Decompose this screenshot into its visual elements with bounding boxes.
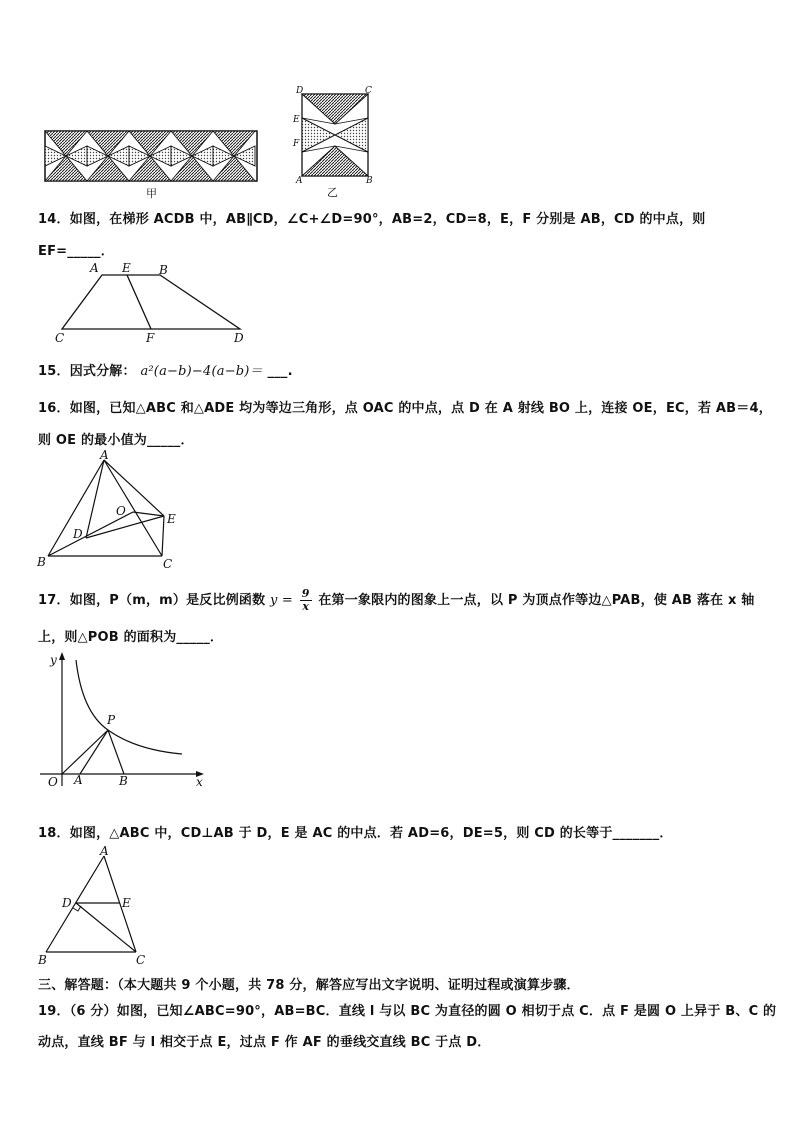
point-label: B	[38, 953, 47, 967]
question-16-answer-line: 则 OE 的最小值为_____．	[38, 433, 194, 448]
point-label: A	[100, 448, 109, 462]
trapezoid-figure-q14	[48, 258, 252, 348]
point-label: x	[196, 775, 203, 789]
point-label: B	[366, 176, 373, 184]
point-label: B	[119, 774, 128, 788]
figure-label-yi: 乙	[327, 186, 338, 199]
point-label: D	[296, 86, 304, 96]
point-label: E	[167, 512, 176, 526]
point-label: C	[136, 953, 146, 967]
point-label: A	[296, 176, 303, 184]
point-label: A	[74, 773, 83, 787]
triangle-figure-q18	[34, 846, 154, 970]
function-fraction	[300, 588, 312, 613]
point-label: O	[48, 775, 58, 789]
point-label: O	[116, 504, 126, 518]
point-label: E	[122, 896, 131, 910]
question-14-answer-line: EF=_____．	[38, 244, 114, 259]
question-19-line1: 19．（6 分）如图，已知∠ABC=90°，AB=BC．直线 l 与以 BC 为直径的圆 O 相切于点 C．点 F 是圆 O 上异于 B、C 的	[38, 1004, 777, 1019]
point-label: C	[163, 557, 173, 571]
question-15-expression: a²(a−b)−4(a−b)＝	[140, 364, 263, 379]
fraction-numerator: 9	[301, 587, 310, 600]
fraction-denominator: x	[302, 600, 310, 613]
point-label: P	[107, 713, 116, 727]
coordinate-figure-q17	[34, 650, 210, 794]
question-14-text: 14．如图，在梯形 ACDB 中，AB∥CD，∠C+∠D=90°，AB=2，CD=8，E，F 分别是 AB，CD 的中点，则	[38, 212, 706, 227]
point-label: D	[234, 331, 244, 345]
point-label: y	[50, 653, 57, 667]
question-15-answer-blank: ___.	[267, 364, 293, 379]
point-label: F	[293, 139, 300, 149]
question-17-text-a: 17．如图，P（m，m）是反比例函数	[38, 593, 266, 608]
question-19-line2: 动点，直线 BF 与 l 相交于点 E，过点 F 作 AF 的垂线交直线 BC 于点 D．	[38, 1035, 491, 1050]
point-label: F	[146, 331, 155, 345]
point-label: E	[122, 261, 131, 275]
point-label: C	[365, 86, 372, 96]
figure-label-jia: 甲	[146, 187, 157, 200]
pattern-figure-jia	[44, 130, 258, 186]
function-y: y =	[270, 593, 294, 608]
section-3-heading: 三、解答题：（本大题共 9 个小题，共 78 分，解答应写出文字说明、证明过程或演算步骤．	[38, 978, 580, 993]
point-label: D	[73, 527, 83, 541]
point-label: A	[90, 261, 99, 275]
point-label: B	[159, 263, 168, 277]
point-label: B	[37, 555, 46, 569]
point-label: D	[62, 896, 72, 910]
point-label: E	[293, 115, 300, 125]
question-17-text-b: 在第一象限内的图象上一点，以 P 为顶点作等边△PAB，使 AB 落在 x 轴	[318, 593, 755, 608]
question-17-line1	[38, 588, 755, 613]
triangle-figure-q16	[34, 448, 190, 572]
question-18-text: 18．如图，△ABC 中，CD⊥AB 于 D，E 是 AC 的中点．若 AD=6，DE=5，则 CD 的长等于_______．	[38, 826, 673, 841]
question-17-answer-line: 上，则△POB 的面积为_____．	[38, 630, 224, 645]
question-15-prefix: 15．因式分解：	[38, 364, 136, 379]
pattern-figure-yi	[292, 84, 378, 184]
question-16-text: 16．如图，已知△ABC 和△ADE 均为等边三角形，点 OAC 的中点，点 D 在 A 射线 BO 上，连接 OE，EC，若 AB＝4，	[38, 401, 772, 416]
point-label: A	[100, 846, 109, 858]
point-label: C	[55, 331, 65, 345]
question-15	[38, 360, 293, 379]
